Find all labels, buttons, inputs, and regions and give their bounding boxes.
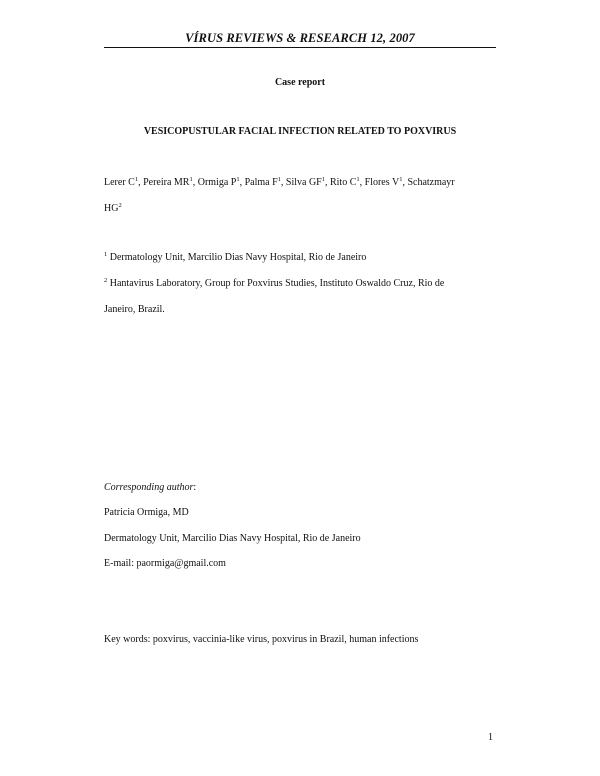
corresponding-author-email: E-mail: paormiga@gmail.com bbox=[104, 558, 226, 569]
affiliation-2 bbox=[104, 278, 444, 290]
corresponding-author-label: Corresponding author: bbox=[104, 482, 197, 493]
author-name: Rito C bbox=[329, 177, 357, 188]
author-affiliation-mark: 2 bbox=[118, 202, 122, 209]
journal-header: VÍRUS REVIEWS & RESEARCH 12, 2007 bbox=[185, 31, 415, 45]
keywords: Key words: poxvirus, vaccinia-like virus, poxvirus in Brazil, human infections bbox=[104, 634, 419, 645]
header-rule bbox=[104, 47, 496, 48]
article-title: VESICOPUSTULAR FACIAL INFECTION RELATED TO POXVIRUS bbox=[143, 126, 457, 137]
article-type: Case report bbox=[274, 77, 326, 88]
author-list-line-1: Lerer $C^1$, Pereira $MR^1$, Ormiga $P^1$, Palma $F^1$, Silva $GF^1$, Rito $C^1$, Flores $V^1$, Schatzmayr bbox=[104, 176, 455, 188]
author-affiliation-mark: 1 bbox=[277, 176, 281, 183]
affiliation-text: Hantavirus Laboratory, Group for Poxvirus Studies, Instituto Oswaldo Cruz, Rio de bbox=[109, 278, 445, 289]
affiliation-1 bbox=[104, 252, 366, 264]
author-name: Schatzmayr bbox=[407, 177, 455, 188]
corresponding-author-institution: Dermatology Unit, Marcilio Dias Navy Hospital, Rio de Janeiro bbox=[104, 533, 361, 544]
page-number: 1 bbox=[488, 732, 493, 743]
author-affiliation-mark: 1 bbox=[399, 176, 403, 183]
author-affiliation-mark: 1 bbox=[189, 176, 193, 183]
author-list-line-2 bbox=[104, 203, 122, 215]
author-affiliation-mark: 1 bbox=[356, 176, 360, 183]
author-name: Silva GF bbox=[285, 177, 322, 188]
affiliation-2-continued: Janeiro, Brazil. bbox=[104, 304, 165, 315]
author-affiliation-mark: 1 bbox=[321, 176, 325, 183]
author-affiliation-mark: 1 bbox=[236, 176, 240, 183]
author-name: HG bbox=[104, 203, 119, 214]
author-name: Ormiga P bbox=[197, 177, 237, 188]
affiliation-number: 1 bbox=[104, 251, 108, 258]
corresponding-author-name: Patricia Ormiga, MD bbox=[104, 507, 189, 518]
author-name: Pereira MR bbox=[143, 177, 190, 188]
author-affiliation-mark: 1 bbox=[134, 176, 139, 183]
author-name: Flores V bbox=[364, 177, 400, 188]
author-name: Lerer C bbox=[104, 177, 135, 188]
author-name: Palma F bbox=[244, 177, 278, 188]
affiliation-text: Dermatology Unit, Marcilio Dias Navy Hospital, Rio de Janeiro bbox=[109, 252, 367, 263]
affiliation-number: 2 bbox=[104, 277, 108, 284]
